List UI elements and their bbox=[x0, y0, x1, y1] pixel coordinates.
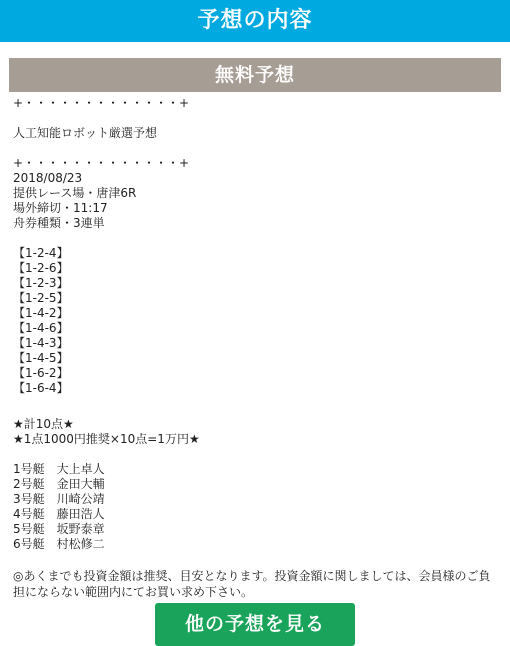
combination-item: 【1-2-3】 bbox=[13, 276, 69, 290]
separator-bottom: +・・・・・・・・・・・・・+ bbox=[13, 156, 190, 170]
prediction-content bbox=[13, 96, 501, 600]
spacer bbox=[13, 552, 501, 567]
spacer bbox=[13, 447, 501, 462]
combination-item: 【1-6-2】 bbox=[13, 366, 69, 380]
total-points: ★計10点★ bbox=[13, 417, 74, 431]
combination-item: 【1-4-6】 bbox=[13, 321, 69, 335]
bet-type: 舟券種類・3連単 bbox=[13, 216, 105, 230]
boat-entry: 4号艇 藤田浩人 bbox=[13, 507, 105, 521]
combination-item: 【1-4-5】 bbox=[13, 351, 69, 365]
spacer bbox=[13, 141, 501, 156]
page-title: 予想の内容 bbox=[0, 0, 510, 42]
race-date: 2018/08/23 bbox=[13, 171, 83, 185]
boat-entry: 1号艇 大上卓人 bbox=[13, 462, 105, 476]
combination-item: 【1-6-4】 bbox=[13, 381, 69, 395]
investment-note: ◎あくまでも投資金額は推奨、目安となります。投資金額に関しましては、会員様のご負担にならない範囲内にてお買い求め下さい。 bbox=[13, 569, 491, 599]
combination-item: 【1-4-3】 bbox=[13, 336, 69, 350]
combination-item: 【1-2-4】 bbox=[13, 246, 69, 260]
spacer bbox=[13, 231, 501, 246]
spacer bbox=[13, 396, 501, 411]
spacer bbox=[13, 111, 501, 126]
race-venue: 提供レース場・唐津6R bbox=[13, 186, 137, 200]
combination-item: 【1-2-5】 bbox=[13, 291, 69, 305]
see-other-predictions-button[interactable]: 他の予想を見る bbox=[155, 603, 355, 646]
section-title-free-prediction: 無料予想 bbox=[9, 58, 501, 92]
race-deadline: 場外締切・11:17 bbox=[13, 201, 108, 215]
combination-item: 【1-2-6】 bbox=[13, 261, 69, 275]
boat-entry: 6号艇 村松修二 bbox=[13, 537, 105, 551]
boat-entry: 5号艇 坂野泰章 bbox=[13, 522, 105, 536]
combination-item: 【1-4-2】 bbox=[13, 306, 69, 320]
boat-entry: 3号艇 川崎公靖 bbox=[13, 492, 105, 506]
recommended-stake: ★1点1000円推奨×10点=1万円★ bbox=[13, 432, 200, 446]
separator-top: +・・・・・・・・・・・・・+ bbox=[13, 96, 190, 110]
boat-entry: 2号艇 金田大輔 bbox=[13, 477, 105, 491]
prediction-source: 人工知能ロボット厳選予想 bbox=[13, 126, 158, 140]
